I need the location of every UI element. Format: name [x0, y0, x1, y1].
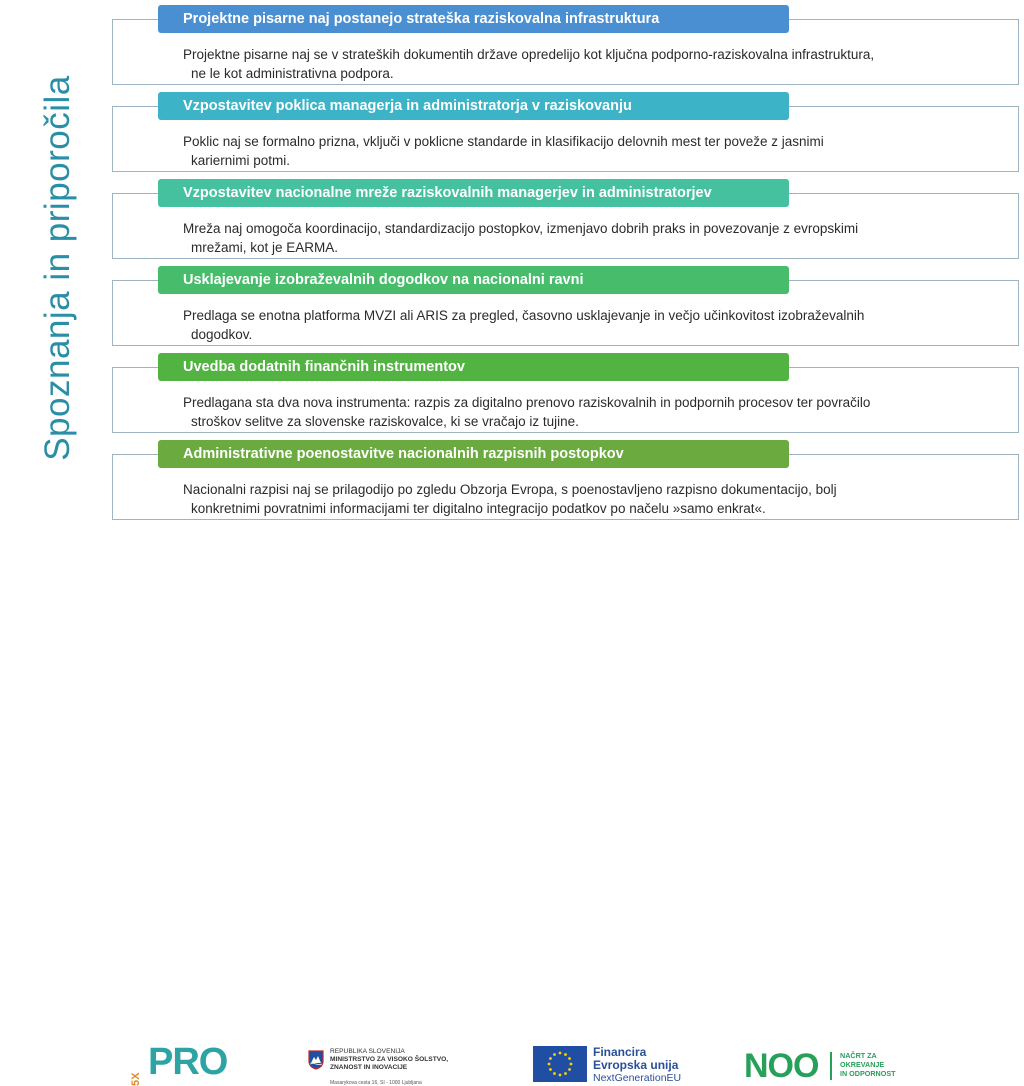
recommendation-text — [183, 45, 983, 83]
eu-star-icon — [553, 1053, 556, 1056]
recommendation-line-2: dogodkov. — [191, 327, 253, 342]
recommendation-title-4: Usklajevanje izobraževalnih dogodkov na nacionalni ravni — [158, 266, 789, 294]
eu-star-icon — [564, 1053, 567, 1056]
recommendation-line-1: Mreža naj omogoča koordinacijo, standardizacijo postopkov, izmenjavo dobrih praks in povezovanje z evropskimi — [183, 221, 859, 236]
recommendation-text — [183, 132, 983, 170]
slovenia-crest-icon — [308, 1050, 324, 1070]
recommendation-title-5: Uvedba dodatnih finančnih instrumentov — [158, 353, 789, 381]
recommendation-text — [183, 306, 983, 344]
eu-star-icon — [553, 1072, 556, 1075]
eu-star-icon — [564, 1072, 567, 1075]
noo-sub-2: OKREVANJE — [840, 1060, 885, 1069]
recommendation-line-2: kariernimi potmi. — [191, 153, 291, 168]
eu-line-1: Financira — [593, 1045, 647, 1059]
eu-star-icon — [568, 1068, 571, 1071]
recommendation-line-2: konkretnimi povratnimi informacijami ter digitalno integracijo podatkov po načelu »samo enkrat«. — [191, 501, 766, 516]
recommendation-title-1: Projektne pisarne naj postanejo strateška raziskovalna infrastruktura — [158, 5, 789, 33]
eu-star-icon — [549, 1068, 552, 1071]
eu-star-icon — [549, 1057, 552, 1060]
recommendation-line-2: mrežami, kot je EARMA. — [191, 240, 339, 255]
recommendation-title-3: Vzpostavitev nacionalne mreže raziskovalnih managerjev in administratorjev — [158, 179, 789, 207]
ministry-line-2: MINISTRSTVO ZA VISOKO ŠOLSTVO, — [330, 1056, 449, 1063]
recommendation-line-1: Predlagana sta dva nova instrumenta: razpis za digitalno prenovo raziskovalnih in podpornih procesov ter povračilo — [183, 395, 871, 410]
eu-flag-icon — [533, 1046, 587, 1082]
ministry-line-3: ZNANOST IN INOVACIJE — [330, 1064, 408, 1071]
noo-sub-1: NAČRT ZA — [840, 1051, 877, 1060]
recommendation-line-1: Predlaga se enotna platforma MVZI ali ARIS za pregled, časovno usklajevanje in večjo učinkovitost izobraževalnih — [183, 308, 865, 323]
recommendation-title-6: Administrativne poenostavitve nacionalnih razpisnih postopkov — [158, 440, 789, 468]
eu-star-icon — [548, 1063, 551, 1066]
noo-sub-3: IN ODPORNOST — [840, 1069, 896, 1078]
recommendation-line-1: Nacionalni razpisi naj se prilagodijo po zgledu Obzorja Evropa, s poenostavljeno razpisno dokumentacijo, bolj — [183, 482, 837, 497]
footer-logos — [0, 520, 1024, 1086]
recommendation-text — [183, 219, 983, 257]
eu-star-icon — [570, 1063, 573, 1066]
eu-line-2: Evropska unija — [593, 1058, 679, 1072]
ministry-address: Masarykova cesta 16, SI - 1000 Ljubljana — [330, 1080, 422, 1086]
recommendation-text — [183, 393, 983, 431]
pro-prefix: 5X — [130, 1072, 142, 1086]
side-title: Spoznanja in priporočila — [38, 75, 77, 461]
recommendation-line-1: Projektne pisarne naj se v strateških dokumentih države opredelijo kot ključna podporno-raziskovalna infrastruktura, — [183, 47, 875, 62]
recommendation-text — [183, 480, 983, 518]
recommendation-title-2: Vzpostavitev poklica managerja in administratorja v raziskovanju — [158, 92, 789, 120]
ministry-line-1: REPUBLIKA SLOVENIJA — [330, 1048, 405, 1055]
recommendation-line-2: stroškov selitve za slovenske raziskovalce, ki se vračajo iz tujine. — [191, 414, 579, 429]
eu-star-icon — [559, 1074, 562, 1077]
recommendation-line-1: Poklic naj se formalno prizna, vključi v poklicne standarde in klasifikacijo delovnih mest ter poveže z jasnimi — [183, 134, 824, 149]
noo-divider — [830, 1052, 832, 1080]
recommendation-line-2: ne le kot administrativna podpora. — [191, 66, 394, 81]
pro-logo: PRO — [148, 1041, 228, 1083]
eu-line-3: NextGenerationEU — [593, 1072, 682, 1084]
eu-star-icon — [559, 1052, 562, 1055]
noo-name: NOO — [744, 1047, 819, 1085]
eu-star-icon — [568, 1057, 571, 1060]
